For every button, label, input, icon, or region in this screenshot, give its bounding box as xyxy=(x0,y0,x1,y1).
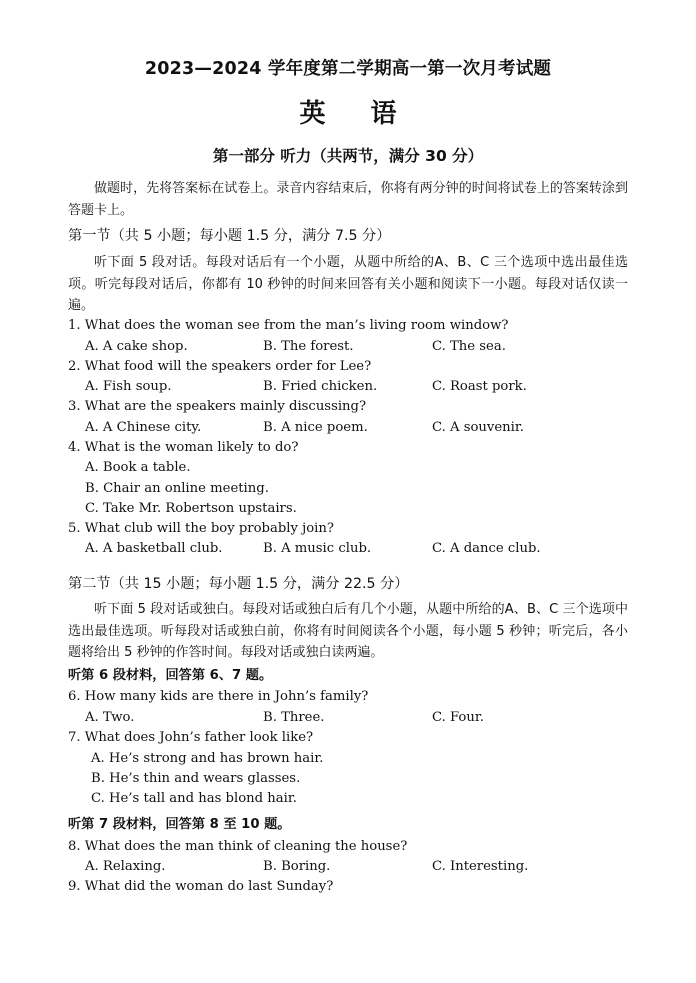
section2-heading: 第二节（共 15 小题；每小题 1.5 分，满分 22.5 分） xyxy=(68,576,409,592)
q8-option-a: A. Relaxing. xyxy=(85,859,166,874)
material-7-heading: 听第 7 段材料，回答第 8 至 10 题。 xyxy=(68,817,291,832)
q2-option-c: C. Roast pork. xyxy=(432,379,527,394)
part-heading: 第一部分 听力（共两节，满分 30 分） xyxy=(212,147,484,165)
q4-option-b: B. Chair an online meeting. xyxy=(85,481,269,496)
q5-option-b: B. A music club. xyxy=(263,541,372,556)
subject-title: 英 语 xyxy=(299,99,415,129)
exam-title: 2023—2024 学年度第二学期高一第一次月考试题 xyxy=(144,59,552,79)
q6-option-c: C. Four. xyxy=(432,710,484,725)
question-1: 1. What does the woman see from the man’s living room window? xyxy=(68,318,509,333)
question-6: 6. How many kids are there in John’s family? xyxy=(68,689,369,704)
q6-option-b: B. Three. xyxy=(263,710,325,725)
q7-option-c: C. He’s tall and has blond hair. xyxy=(91,791,297,806)
question-4: 4. What is the woman likely to do? xyxy=(68,440,299,455)
q7-option-a: A. He’s strong and has brown hair. xyxy=(91,751,324,766)
question-8: 8. What does the man think of cleaning the house? xyxy=(68,839,408,854)
section1-instructions: 听下面 5 段对话。每段对话后有一个小题，从题中所给的A、B、C 三个选项中选出最佳选项。听完每段对话后，你都有 10 秒钟的时间来回答有关小题和阅读下一小题。每段对话仅读一遍。 xyxy=(68,255,628,313)
question-5: 5. What club will the boy probably join? xyxy=(68,521,334,536)
section2-instructions: 听下面 5 段对话或独白。每段对话或独白后有几个小题，从题中所给的A、B、C 三个选项中选出最佳选项。听每段对话或独白前，你将有时间阅读各个小题，每小题 5 秒钟；听完后，各小题将给出 5 秒钟的作答时间。每段对话或独白读两遍。 xyxy=(68,602,628,660)
q3-option-b: B. A nice poem. xyxy=(263,420,368,435)
q1-option-c: C. The sea. xyxy=(432,339,506,354)
material-6-heading: 听第 6 段材料，回答第 6、7 题。 xyxy=(68,668,273,683)
q4-option-c: C. Take Mr. Robertson upstairs. xyxy=(85,501,297,516)
q1-option-b: B. The forest. xyxy=(263,339,354,354)
section1-heading: 第一节（共 5 小题；每小题 1.5 分，满分 7.5 分） xyxy=(68,228,391,244)
question-7: 7. What does John’s father look like? xyxy=(68,730,314,745)
q3-option-a: A. A Chinese city. xyxy=(85,420,202,435)
q3-option-c: C. A souvenir. xyxy=(432,420,524,435)
question-2: 2. What food will the speakers order for Lee? xyxy=(68,359,372,374)
q7-option-b: B. He’s thin and wears glasses. xyxy=(91,771,301,786)
q6-option-a: A. Two. xyxy=(85,710,135,725)
q5-option-c: C. A dance club. xyxy=(432,541,541,556)
q4-option-a: A. Book a table. xyxy=(85,460,191,475)
q5-option-a: A. A basketball club. xyxy=(85,541,223,556)
q1-option-a: A. A cake shop. xyxy=(85,339,188,354)
q8-option-b: B. Boring. xyxy=(263,859,331,874)
q8-option-c: C. Interesting. xyxy=(432,859,529,874)
question-9: 9. What did the woman do last Sunday? xyxy=(68,879,334,894)
q2-option-b: B. Fried chicken. xyxy=(263,379,378,394)
q2-option-a: A. Fish soup. xyxy=(85,379,172,394)
question-3: 3. What are the speakers mainly discussing? xyxy=(68,399,367,414)
general-instructions: 做题时，先将答案标在试卷上。录音内容结束后，你将有两分钟的时间将试卷上的答案转涂到答题卡上。 xyxy=(68,181,628,218)
